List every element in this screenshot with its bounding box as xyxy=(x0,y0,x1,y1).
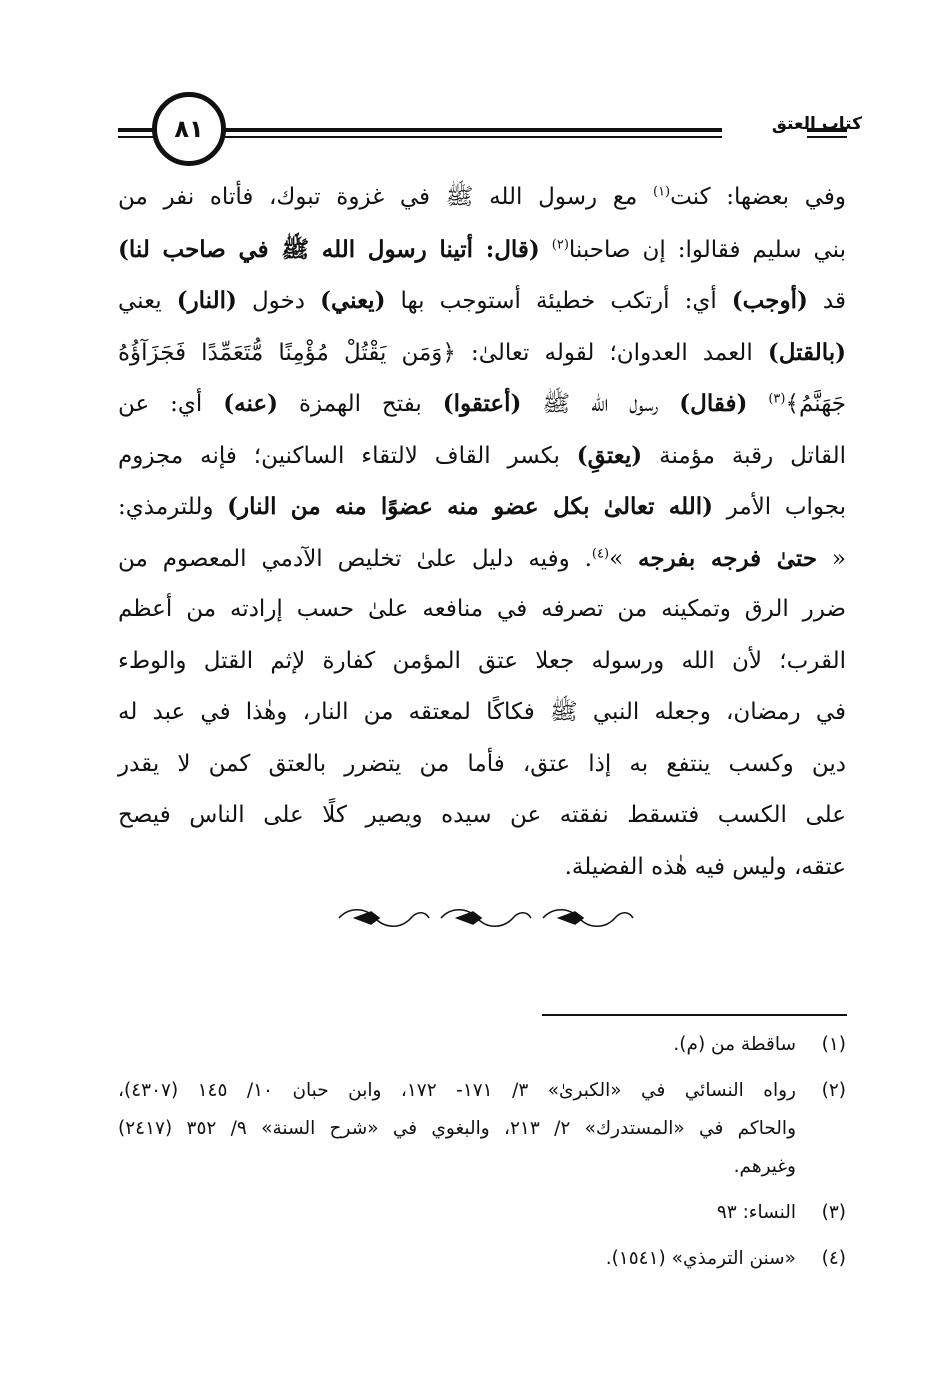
text-line xyxy=(118,636,846,688)
bold-quote: حتىٰ فرجه بفرجه xyxy=(638,544,818,572)
text-line xyxy=(118,481,846,533)
text-run: « xyxy=(817,545,847,572)
text-line xyxy=(118,790,846,842)
ornament-motif-right xyxy=(543,910,633,927)
footnote xyxy=(118,1026,846,1064)
text-run: العمد العدوان؛ لقوله تعالىٰ: ﴿وَمَن يَقْتُلْ مُؤْمِنًا مُّتَعَمِّدًا فَجَزَآؤُهُ xyxy=(118,339,768,366)
text-run: . وفيه دليل علىٰ تخليص الآدمي المعصوم من xyxy=(118,545,592,572)
footnote-ref: (٢) xyxy=(551,236,569,252)
page-number: ٨١ xyxy=(174,115,204,143)
text-line xyxy=(118,533,846,585)
text-run: دين وكسب ينتفع به إذا عتق، فأما من يتضرر بالعتق كمن لا يقدر xyxy=(118,750,846,777)
text-run: على الكسب فتسقط نفقته عن سيده ويصير كلًا على الناس فيصح xyxy=(118,802,846,828)
text-run: أي: عن xyxy=(118,391,224,417)
header-rule-main xyxy=(222,128,722,132)
text-line xyxy=(118,842,846,894)
bold-quote: (يعني) xyxy=(320,287,386,314)
text-line xyxy=(118,739,846,791)
bold-quote: (فقال) xyxy=(679,390,748,417)
bold-quote: (قال: أتينا رسول الله ﷺ في صاحب لنا) xyxy=(118,235,540,263)
text-line xyxy=(118,172,846,224)
text-line xyxy=(118,224,846,276)
text-run: وفي بعضها: كنت xyxy=(670,184,847,210)
footnote xyxy=(118,1194,846,1232)
text-run: دخول xyxy=(236,288,321,314)
text-run: ضرر الرق وتمكينه من تصرفه في منافعه علىٰ حسب إرادته من أعظم xyxy=(118,596,846,622)
footnote-text: النساء: ٩٣ xyxy=(716,1202,796,1223)
text-run: بني سليم فقالوا: إن صاحبنا xyxy=(568,236,847,263)
text-run: القاتل رقبة مؤمنة xyxy=(642,442,846,469)
footnote-text: وغيرهم. xyxy=(733,1156,796,1177)
text-run: جَهَنَّمُ﴾ xyxy=(785,391,847,417)
header-rule-right-thin xyxy=(807,136,847,138)
bold-quote: (يعتقِ) xyxy=(576,441,643,469)
main-text xyxy=(118,172,846,893)
page-number-badge xyxy=(152,92,226,166)
footnote-number: (٤) xyxy=(821,1248,846,1269)
text-run: وللترمذي: xyxy=(118,494,228,520)
footnote-number: (٢) xyxy=(821,1080,846,1101)
footnote-number: (٣) xyxy=(821,1202,846,1223)
bold-quote: (أعتقوا) xyxy=(442,390,522,417)
bold-quote: (بالقتل) xyxy=(767,338,846,366)
footnote-separator xyxy=(542,1014,847,1016)
text-run: قد xyxy=(807,288,846,314)
text-run: يعني xyxy=(118,288,177,314)
text-line xyxy=(118,378,846,430)
text-run: بجواب الأمر xyxy=(713,494,847,520)
bold-quote: (أوجب) xyxy=(731,287,808,314)
running-title: كتاب العتق xyxy=(771,114,862,134)
bold-quote: (عنه) xyxy=(223,390,279,417)
text-run xyxy=(540,237,552,263)
text-run: بفتح الهمزة xyxy=(278,391,443,417)
footnote-number: (١) xyxy=(821,1034,846,1055)
footnote-text: والحاكم في «المستدرك» ٢/ ٢١٣، والبغوي في «شرح السنة» ٩/ ٣٥٢ (٢٤١٧) xyxy=(118,1118,797,1139)
text-run: عتقه، وليس فيه هٰذه الفضيلة. xyxy=(564,853,846,880)
ornament-motif-center xyxy=(441,910,531,927)
footnote xyxy=(118,1072,846,1186)
footnote-ref: (٤) xyxy=(591,545,610,561)
text-line xyxy=(118,687,846,739)
footnote-ref: (٣) xyxy=(768,391,786,407)
footnote-ref: (١) xyxy=(652,184,671,200)
text-run: أي: أرتكب خطيئة أستوجب بها xyxy=(385,288,732,314)
text-run: » xyxy=(609,545,639,572)
text-run: رسول الله ﷺ xyxy=(521,391,680,417)
text-run xyxy=(747,391,768,417)
text-line xyxy=(118,275,846,327)
header-rule-main-thin xyxy=(222,136,722,138)
text-line xyxy=(118,430,846,482)
bold-quote: (الله تعالىٰ بكل عضو منه عضوًا منه من النار) xyxy=(227,493,714,520)
footnotes xyxy=(118,1026,846,1286)
bold-quote: (النار) xyxy=(176,287,237,314)
text-run: بكسر القاف لالتقاء الساكنين؛ فإنه مجزوم xyxy=(118,442,577,469)
ornament-motif-left xyxy=(339,910,429,927)
text-run: مع رسول الله ﷺ في غزوة تبوك، فأتاه نفر من xyxy=(118,184,653,210)
footnote-text: «سنن الترمذي» (١٥٤١). xyxy=(605,1248,796,1269)
footnote-text: ساقطة من (م). xyxy=(673,1034,796,1055)
text-line xyxy=(118,584,846,636)
text-line xyxy=(118,327,846,379)
text-run: في رمضان، وجعله النبي ﷺ فكاكًا لمعتقه من النار، وهٰذا في عبد له xyxy=(118,699,846,725)
text-run: القرب؛ لأن الله ورسوله جعلا عتق المؤمن كفارة لإثم القتل والوطء xyxy=(118,647,846,674)
footnote xyxy=(118,1240,846,1278)
ornament-divider xyxy=(335,905,635,931)
footnote-text: رواه النسائي في «الكبرىٰ» ٣/ ١٧١- ١٧٢، وابن حبان ١٠/ ١٤٥ (٤٣٠٧)، xyxy=(118,1080,796,1101)
